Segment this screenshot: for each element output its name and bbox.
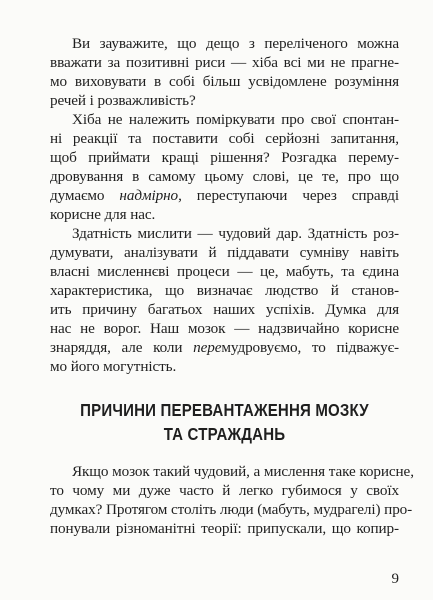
text-line (50, 338, 399, 357)
text-run: , переступаючи через справді (178, 187, 399, 204)
text-run: знаряддя, але коли (50, 339, 194, 356)
text-line: власні мисленнєві процеси — це, мабуть, та єдина (50, 263, 399, 280)
text-run: думаємо (50, 187, 120, 204)
emphasis-text: надмірно (119, 187, 179, 204)
text-line: корисне для нас. (50, 206, 156, 223)
heading-line-2: ТА СТРАЖДАНЬ (163, 424, 286, 444)
text-line: мо його могутність. (50, 358, 177, 375)
text-line: ить причину багатьох наших успіхів. Думка для (50, 301, 399, 318)
emphasis-text: пере (193, 339, 222, 356)
section-heading (74, 398, 374, 446)
text-run: мудровуємо, то підважує- (221, 339, 400, 356)
text-line: думках? Протягом століть люди (мабуть, мудрагелі) про- (50, 501, 413, 518)
text-line: Ви зауважите, що дещо з переліченого можна (72, 35, 399, 52)
text-line: Якщо мозок такий чудовий, а мислення таке корисне, (72, 463, 414, 480)
text-line: вважати за позитивні риси — хіба всі ми не прагне- (50, 54, 399, 71)
paragraph-3 (50, 224, 399, 376)
page-number: 9 (391, 571, 399, 587)
text-line: нас не ворог. Наш мозок — надзвичайно корисне (50, 320, 399, 337)
paragraph-1 (50, 34, 399, 110)
text-line: то чому ми дуже часто й легко губимося у своїх (50, 482, 399, 499)
text-line: дровування в самому цьому слові, це те, про що (50, 168, 399, 185)
text-line: понували різноманітні теорії: припускали, що копир- (50, 520, 399, 537)
text-line: речей і розважливість? (50, 92, 196, 109)
text-line: думувати, аналізувати й піддавати сумніву навіть (50, 244, 399, 261)
paragraph-4 (50, 462, 414, 538)
heading-line-1: ПРИЧИНИ ПЕРЕВАНТАЖЕННЯ МОЗКУ (80, 400, 369, 420)
text-line: характеристика, що визначає людство й станов- (50, 282, 399, 299)
text-line: Хіба не належить поміркувати про свої спонтан- (72, 111, 399, 128)
text-line: щоб приймати кращі рішення? Розгадка перему- (50, 149, 399, 166)
text-line: Здатність мислити — чудовий дар. Здатність роз- (72, 225, 399, 242)
text-line (50, 186, 399, 205)
text-line: мо виховувати в собі більш усвідомлене розуміння (50, 73, 399, 90)
text-line: ні реакції та поставити собі серйозні запитання, (50, 130, 399, 147)
paragraph-2 (50, 110, 399, 224)
